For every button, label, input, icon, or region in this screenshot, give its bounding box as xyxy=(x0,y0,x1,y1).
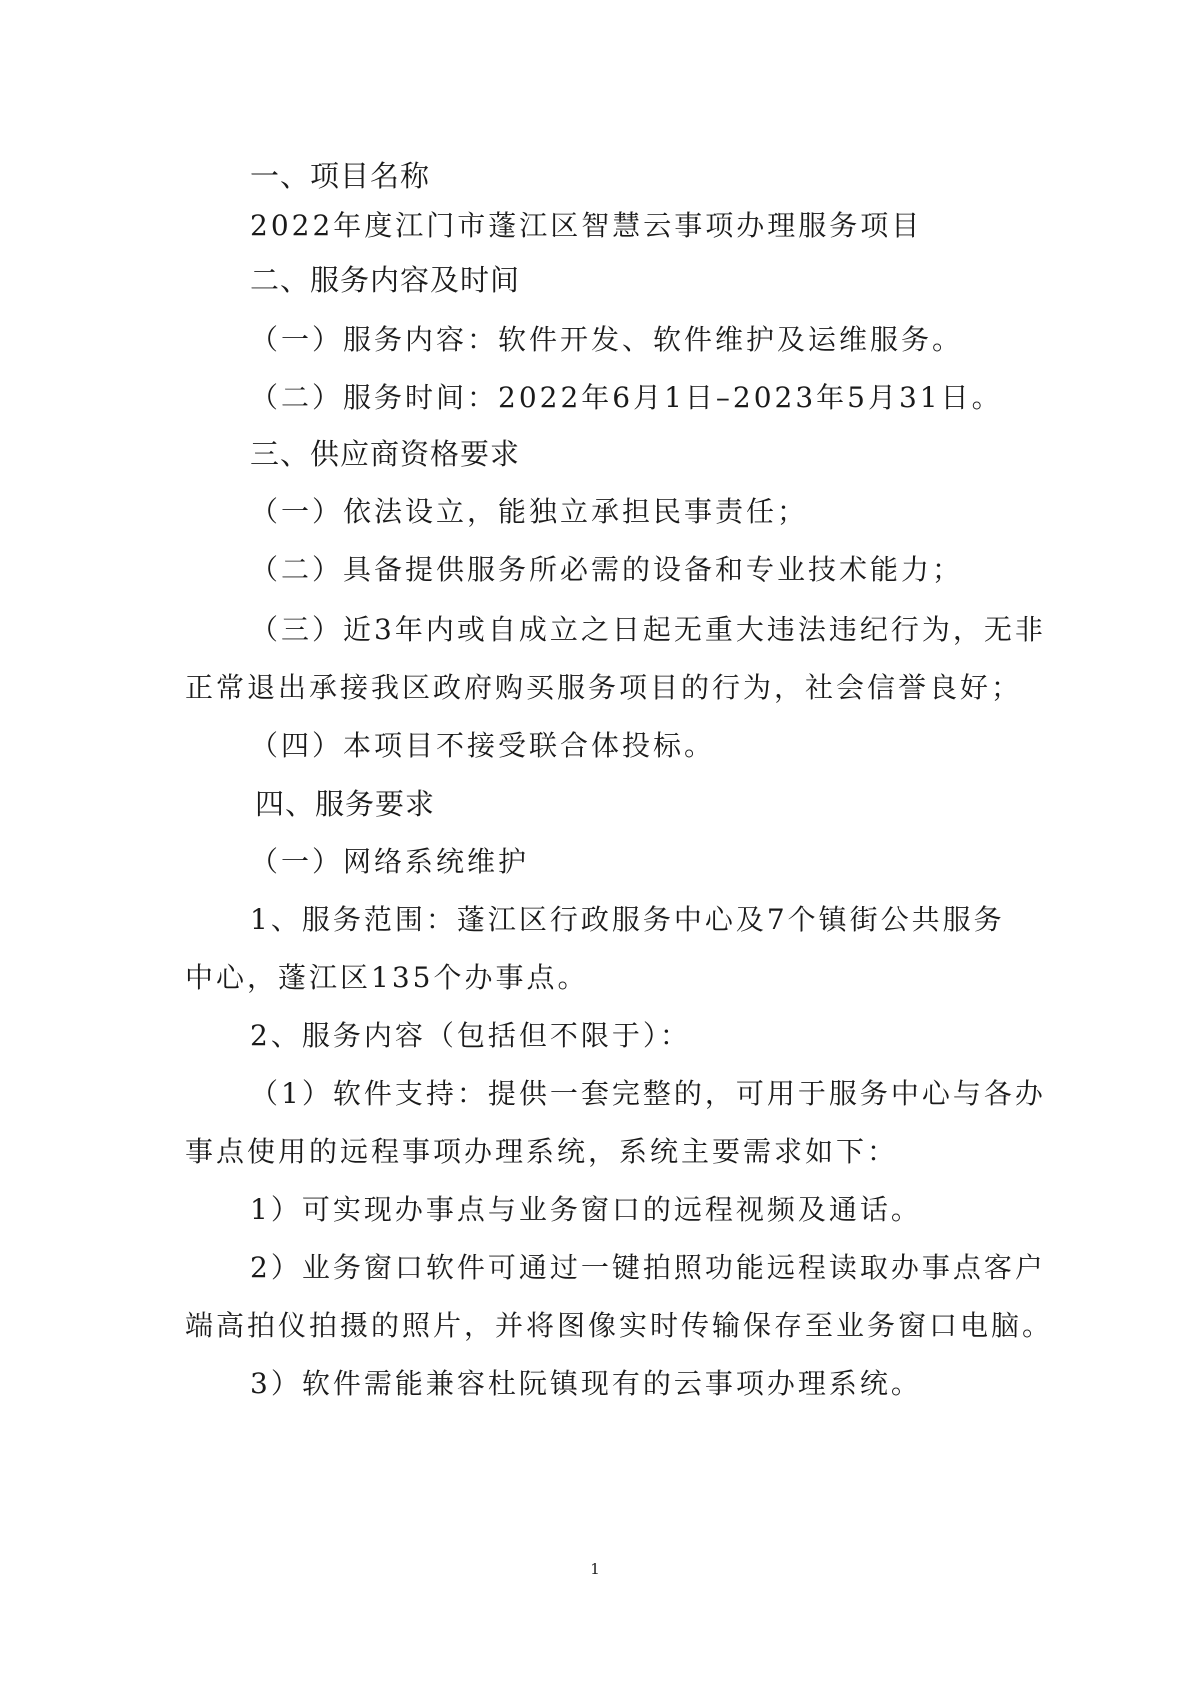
requirement-1: 1）可实现办事点与业务窗口的远程视频及通话。 xyxy=(250,1193,922,1226)
qualification-3-line-1: （三）近3年内或自成立之日起无重大违法违纪行为，无非 xyxy=(250,613,1046,646)
requirement-2-line-1: 2）业务窗口软件可通过一键拍照功能远程读取办事点客户 xyxy=(250,1251,1046,1284)
qualification-3-line-2: 正常退出承接我区政府购买服务项目的行为，社会信誉良好； xyxy=(185,671,1023,704)
software-support-line-2: 事点使用的远程事项办理系统，系统主要需求如下： xyxy=(185,1135,899,1168)
qualification-2: （二）具备提供服务所必需的设备和专业技术能力； xyxy=(250,553,964,586)
subsection-network-maintenance: （一）网络系统维护 xyxy=(250,845,530,878)
project-name: 2022年度江门市蓬江区智慧云事项办理服务项目 xyxy=(250,209,923,242)
section-heading-2: 二、服务内容及时间 xyxy=(250,263,521,297)
page-number: 1 xyxy=(590,1560,600,1578)
service-content: （一）服务内容：软件开发、软件维护及运维服务。 xyxy=(250,323,964,356)
section-heading-3: 三、供应商资格要求 xyxy=(250,437,521,471)
requirement-3: 3）软件需能兼容杜阮镇现有的云事项办理系统。 xyxy=(250,1367,922,1400)
qualification-4: （四）本项目不接受联合体投标。 xyxy=(250,729,716,762)
service-time: （二）服务时间：2022年6月1日–2023年5月31日。 xyxy=(250,381,1003,414)
qualification-1: （一）依法设立，能独立承担民事责任； xyxy=(250,495,809,528)
section-heading-4: 四、服务要求 xyxy=(255,787,436,821)
service-scope-line-2: 中心，蓬江区135个办事点。 xyxy=(185,961,589,994)
section-heading-1: 一、项目名称 xyxy=(250,159,431,193)
software-support-line-1: （1）软件支持：提供一套完整的，可用于服务中心与各办 xyxy=(250,1077,1046,1110)
requirement-2-line-2: 端高拍仪拍摄的照片，并将图像实时传输保存至业务窗口电脑。 xyxy=(185,1309,1054,1342)
service-scope-line-1: 1、服务范围：蓬江区行政服务中心及7个镇街公共服务 xyxy=(250,903,1005,936)
service-items-heading: 2、服务内容（包括但不限于）： xyxy=(250,1019,691,1052)
